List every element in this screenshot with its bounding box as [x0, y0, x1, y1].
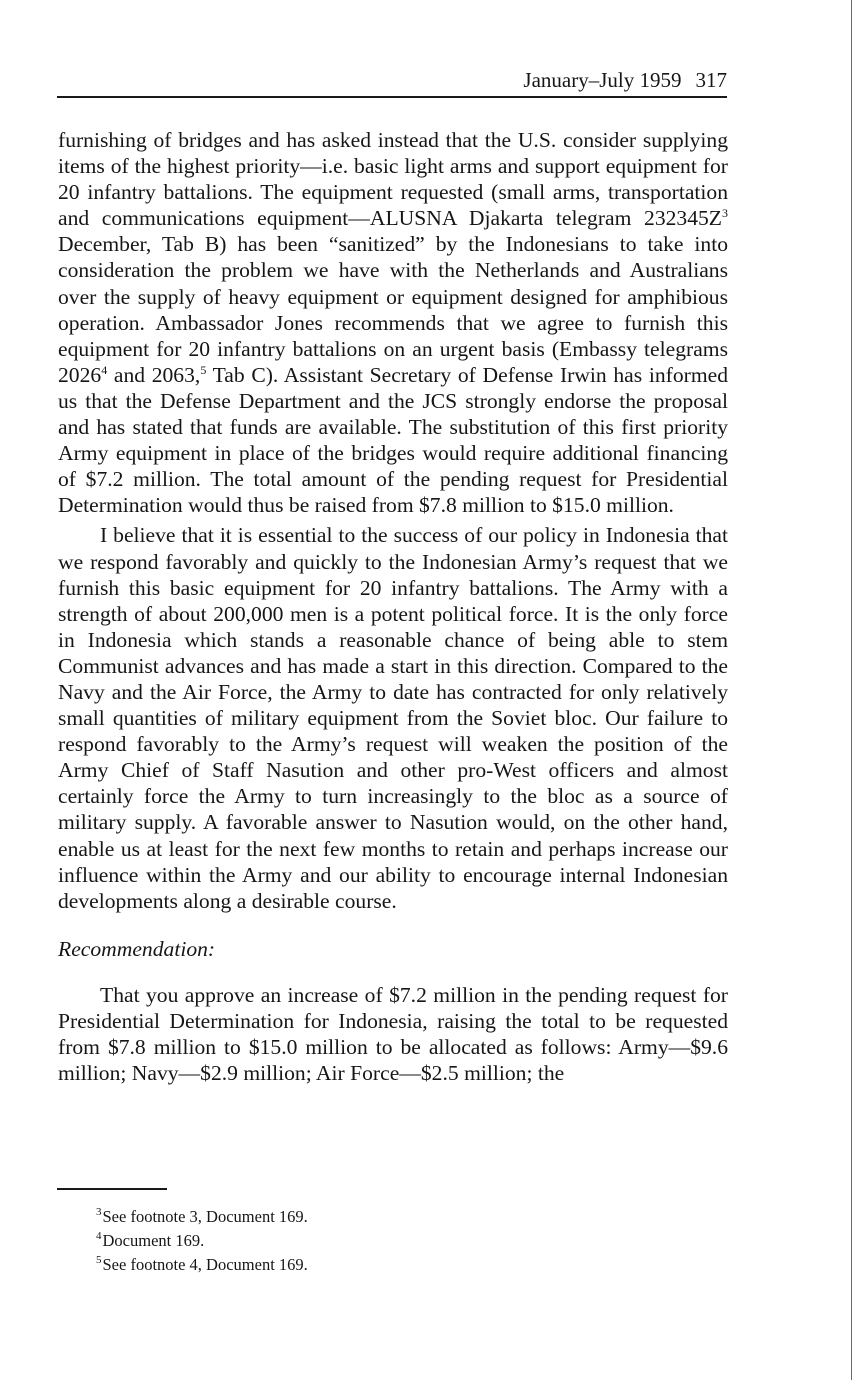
footnote-divider [57, 1188, 167, 1190]
paragraph-policy-rationale: I believe that it is essential to the success of our policy in Indonesia that we respond favorably and quickly to the Indonesian Army’s request that we furnish this basic equipment for 20 infantry battalions. The Army with a strength of about 200,000 men is a potent political force. It is the only force in Indonesia which stands a reasonable chance of being able to stem Communist advances and has made a start in this direction. Compared to the Navy and the Air Force, the Army to date has contracted for only relatively small quantities of military equipment from the Soviet bloc. Our failure to respond favorably to the Army’s request will weaken the position of the Army Chief of Staff Nasution and other pro-West officers and almost certainly force the Army to turn increasingly to the bloc as a source of military supply. A favorable answer to Nasution would, on the other hand, enable us at least for the next few months to retain and perhaps increase our influence within the Army and our ability to encourage internal Indonesian developments along a desirable course. [58, 523, 728, 913]
footnote-text: See footnote 4, Document 169. [102, 1255, 308, 1274]
page-number: 317 [695, 68, 727, 92]
running-title: January–July 1959 [523, 68, 682, 92]
page-binding-edge [851, 0, 852, 1380]
document-body [58, 127, 728, 1086]
footnote-text: See footnote 3, Document 169. [102, 1207, 308, 1226]
running-header [57, 64, 727, 98]
paragraph-recommendation: That you approve an increase of $7.2 million in the pending request for Presidential Determination for Indonesia, raising the total to be requested from $7.8 million to $15.0 million to be allocated as follows: Army—$9.6 million; Navy—$2.9 million; Air Force—$2.5 million; the [58, 982, 728, 1086]
footnote-number: 3 [96, 1206, 102, 1218]
footnote-text: Document 169. [102, 1231, 205, 1250]
footnote-ref-5[interactable]: 5 [200, 362, 207, 377]
paragraph-bridges-substitution: furnishing of bridges and has asked instead that the U.S. consider supplying items of the highest priority—i.e. basic light arms and support equipment for 20 infantry battalions. The equipment requested (small arms, transportation and communications equipment—ALUSNA Djakarta telegram $232345Z^3$ December, Tab B) has been “sanitized” by the Indonesians to take into consideration the problem we have with the Netherlands and Australians over the supply of heavy equipment or equipment designed for amphibious operation. Ambassador Jones recommends that we agree to furnish this equipment for 20 infantry battalions on an urgent basis (Embassy telegrams 2026$^4$ and 2063,$^5$ Tab C). Assistant Secretary of Defense Irwin has informed us that the Defense Department and the JCS strongly endorse the proposal and has stated that funds are available. The substitution of this first priority Army equipment in place of the bridges would require additional financing of $7.2 million. The total amount of the pending request for Presidential Determination would thus be raised from $7.8 million to $15.0 million. [58, 128, 728, 518]
footnote-number: 5 [96, 1254, 102, 1266]
recommendation-heading: Recommendation: [58, 936, 216, 961]
footnote-ref-4[interactable]: 4 [101, 362, 108, 377]
footnote-ref-3[interactable]: 3 [722, 206, 728, 221]
footnotes [96, 1205, 308, 1277]
footnote-4 [96, 1229, 308, 1253]
footnote-5 [96, 1253, 308, 1277]
footnote-3 [96, 1205, 308, 1229]
footnote-number: 4 [96, 1230, 102, 1242]
